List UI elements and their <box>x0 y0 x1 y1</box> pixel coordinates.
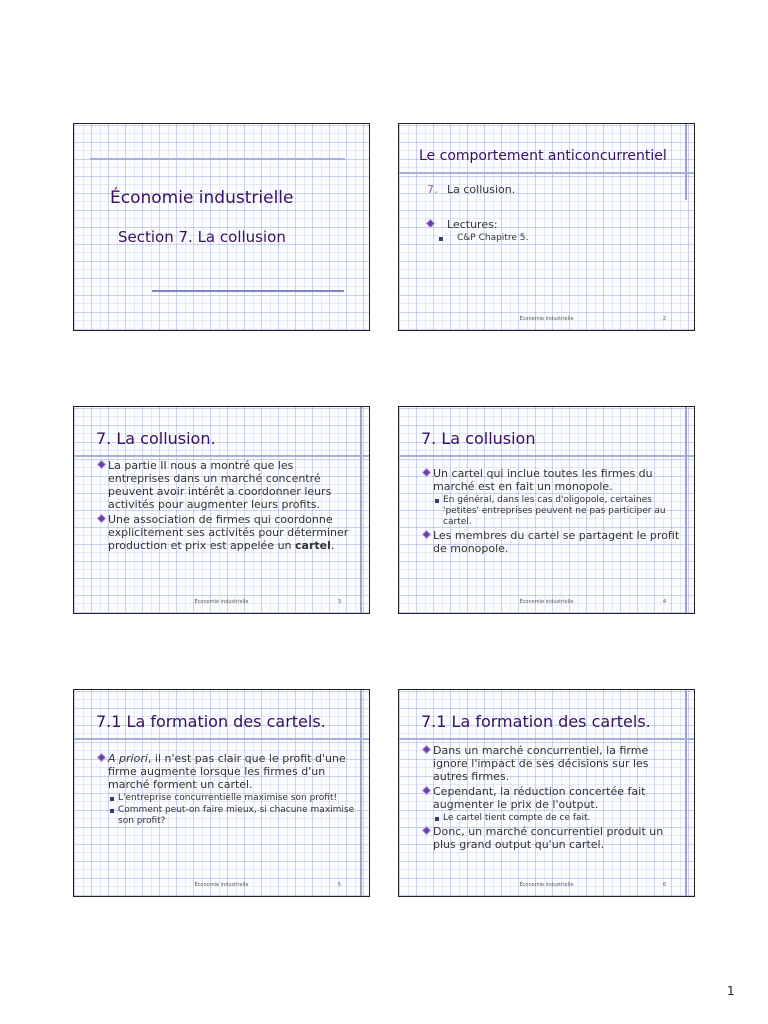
decor-line <box>685 407 687 613</box>
slide-1 <box>73 123 370 331</box>
slide-number: 5 <box>337 882 341 888</box>
sub-bullet: L'entreprise concurrentielle maximise son profit! <box>98 793 355 804</box>
slide-title: Économie industrielle <box>110 188 294 208</box>
decor-line <box>360 690 362 896</box>
slide-number: 3 <box>337 599 341 605</box>
outline-number: 7. <box>427 183 438 196</box>
slide-title: 7.1 La formation des cartels. <box>96 712 326 731</box>
slide-5 <box>73 689 370 897</box>
slide-title: 7.1 La formation des cartels. <box>421 712 651 731</box>
bullet: Donc, un marché concurrentiel produit un plus grand output qu'un cartel. <box>423 825 680 851</box>
bullet-text: Lectures: <box>447 218 498 231</box>
slide-footer: Économie industrielle <box>519 316 574 322</box>
page-number: 1 <box>727 984 735 998</box>
bullet <box>427 218 667 245</box>
decor-line <box>685 124 687 200</box>
slide-footer: Économie industrielle <box>194 882 249 888</box>
slide-2 <box>398 123 695 331</box>
decor-line <box>74 455 369 457</box>
decor-line <box>360 407 362 613</box>
decor-line <box>90 158 345 160</box>
slide-title: 7. La collusion. <box>96 429 216 448</box>
bullet: Les membres du cartel se partagent le profit de monopole. <box>423 529 680 555</box>
bullet: Cependant, la réduction concertée fait augmenter le prix de l'output. <box>423 785 680 811</box>
slide-number: 6 <box>662 882 666 888</box>
decor-line <box>74 738 369 740</box>
bold-term: cartel <box>295 539 331 552</box>
outline-text: La collusion. <box>447 183 516 196</box>
slide-body <box>423 467 680 557</box>
decor-line <box>399 172 694 174</box>
slide-6 <box>398 689 695 897</box>
slide-4 <box>398 406 695 614</box>
slide-footer: Économie industrielle <box>519 882 574 888</box>
bullet: Une association de firmes qui coordonne explicitement ses activités pour déterminer production et prix est appelée un cartel. <box>98 513 355 552</box>
bullet: Un cartel qui inclue toutes les firmes du marché est en fait un monopole. <box>423 467 680 493</box>
decor-line <box>399 738 694 740</box>
italic-term: A priori <box>108 752 148 765</box>
bullet: A priori, il n'est pas clair que le profit d'une firme augmente lorsque les firmes d'un marché forment un cartel. <box>98 752 355 791</box>
outline-item <box>427 183 515 196</box>
decor-line <box>152 290 344 292</box>
slide-number: 2 <box>662 316 666 322</box>
bullet: Dans un marché concurrentiel, la firme ignore l'impact de ses décisions sur les autres firmes. <box>423 744 680 783</box>
sub-bullet: Le cartel tient compte de ce fait. <box>423 813 680 824</box>
slide-body <box>98 459 355 554</box>
slide-title: 7. La collusion <box>421 429 536 448</box>
sub-bullet-text: C&P Chapitre 5. <box>457 233 529 243</box>
decor-line <box>685 690 687 896</box>
slide-footer: Économie industrielle <box>519 599 574 605</box>
slide-subtitle: Section 7. La collusion <box>118 228 286 246</box>
slide-3 <box>73 406 370 614</box>
slide-body <box>423 744 680 853</box>
slide-footer: Économie industrielle <box>194 599 249 605</box>
slide-title: Le comportement anticoncurrentiel <box>419 148 667 164</box>
slide-number: 4 <box>662 599 666 605</box>
sub-bullet: En général, dans les cas d'oligopole, certaines 'petites' entreprises peuvent ne pas participer au cartel. <box>423 495 680 528</box>
slide-body <box>98 752 355 828</box>
bullet: La partie II nous a montré que les entreprises dans un marché concentré peuvent avoir intérêt a coordonner leurs activités pour augmenter leurs profits. <box>98 459 355 511</box>
decor-line <box>399 455 694 457</box>
sub-bullet: Comment peut-on faire mieux, si chacune maximise son profit? <box>98 805 355 827</box>
